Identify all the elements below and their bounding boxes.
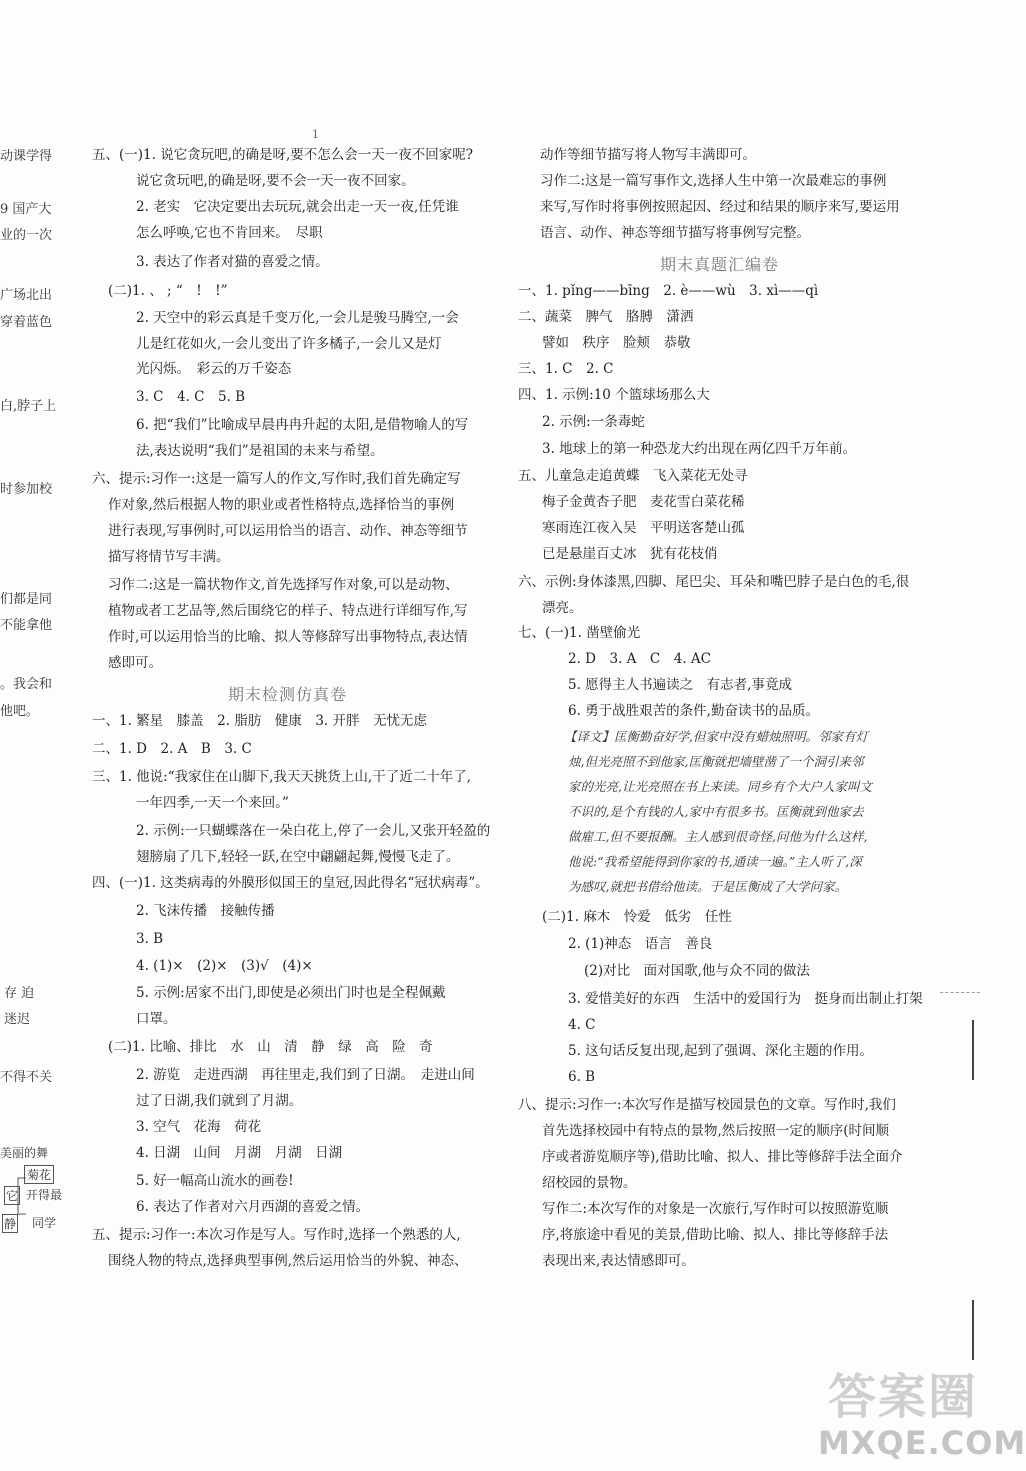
c2-line-38: 序或者游览顺序等),借助比喻、拟人、排比等修辞手法全面介 [542,1149,903,1165]
c2-line-12: 五、儿童急走追黄蝶 飞入菜花无处寻 [518,468,748,484]
c2-line-30: 2. (1)神态 语言 善良 [568,936,713,952]
scan-edge-line-2 [972,1300,974,1360]
c1-line-19: 感即可。 [108,655,162,671]
c2-line-31: (2)对比 面对国歌,他与众不同的做法 [584,963,810,979]
frag-11: 存 迫 [4,986,35,1001]
frag-17: 它 [4,1186,20,1205]
frag-3: 广场北出 [0,288,53,303]
c1-line-35: 过了日湖,我们就到了月湖。 [136,1093,303,1109]
c1-line-6: 2. 天空中的彩云真是千变万化,一会儿是骏马腾空,一会 [136,310,459,326]
frag-14: 美丽的舞 [0,1146,49,1160]
c2-line-40: 写作二:本次写作的对象是一次旅行,写作时可以按照游览顺 [542,1201,889,1217]
c1-line-27: 四、(一)1. 这类病毒的外膜形似国王的皇冠,因此得名“冠状病毒”。 [92,875,489,891]
c1-line-14: 进行表现,写事例时,可以运用恰当的语言、动作、神态等细节 [108,523,468,539]
c2-line-5: 一、1. pǐng——bīng 2. è——wù 3. xì——qì [518,283,819,299]
c2-line-10: 2. 示例:一条毒蛇 [542,414,645,430]
c1-line-25: 2. 示例:一只蝴蝶落在一朵白花上,停了一会儿,又张开轻盈的 [136,823,491,839]
scan-edge-mark [940,992,980,994]
c1-line-22: 二、1. D 2. A B 3. C [92,741,252,757]
frag-12: 迷迟 [4,1012,31,1027]
c2-translation-6: 为感叹,就把书借给他读。于是匡衡成了大学问家。 [568,879,847,894]
c2-line-2: 来写,写作时将事例按照起因、经过和结果的顺序来写,要运用 [540,199,900,215]
c2-line-8: 三、1. C 2. C [518,361,614,377]
c1-line-40: 五、提示:习作一:本次习作是写人。写作时,选择一个熟悉的人, [92,1227,461,1243]
c2-line-20: 5. 愿得主人书遍读之 有志者,事竟成 [568,677,792,693]
watermark-url: MXQE.COM [818,1424,1026,1462]
c2-line-9: 四、1. 示例:10 个篮球场那么大 [518,387,710,403]
c2-translation-4: 做雇工,但不要报酬。主人感到很奇怪,问他为什么这样, [568,829,868,844]
c2-line-35: 6. B [568,1069,596,1085]
c1-line-36: 3. 空气 花海 荷花 [136,1119,262,1135]
c1-line-26: 翅膀扇了几下,轻轻一跃,在空中翩翩起舞,慢慢飞走了。 [136,849,460,865]
c1-line-32: 口罩。 [136,1011,177,1027]
scan-edge-line-1 [972,1020,974,1080]
c2-line-29: (二)1. 麻木 怜爱 低劣 任性 [542,909,732,925]
c2-translation-0: 【译文】匡衡勤奋好学,但家中没有蜡烛照明。邻家有灯 [564,729,868,744]
c2-translation-3: 不识的,是个有钱的人,家中有很多书。匡衡就到他家去 [568,804,864,819]
c2-line-33: 4. C [568,1017,596,1033]
c2-line-3: 语言、动作、神态等细节描写将事例写完整。 [540,225,810,241]
frag-18: 静 [2,1214,18,1233]
frag-13: 不得不关 [0,1070,53,1085]
section-title-final-real: 期末真题汇编卷 [660,255,780,274]
frag-7: 们都是同 [0,592,53,607]
c2-line-13: 梅子金黄杏子肥 麦花雪白菜花稀 [542,494,745,510]
frag-15: 菊花 [24,1165,54,1184]
c1-line-1: 说它贪玩吧,的确是呀,要不会一天一夜不回家。 [136,173,415,189]
frag-19: 同学 [32,1216,57,1230]
c1-line-24: 一年四季,一天一个来回。” [136,795,289,811]
c2-line-18: 七、(一)1. 凿壁偷光 [518,625,641,641]
section-title-final-sim: 期末检测仿真卷 [228,685,348,704]
c2-translation-2: 家的光亮,让光亮照在书上来读。同乡有个大户人家叫文 [568,779,872,794]
c1-line-11: 法,表达说明“我们”是祖国的未来与希望。 [136,443,384,459]
frag-6: 时参加校 [0,482,53,497]
c2-translation-5: 他说:“我希望能得到你家的书,通读一遍。”主人听了,深 [568,854,862,869]
c2-line-41: 序,将旅途中看见的美景,借助比喻、拟人、排比等修辞手法 [542,1227,889,1243]
c1-line-18: 作时,可以运用恰当的比喻、拟人等修辞写出事物特点,表达情 [108,629,468,645]
c2-line-6: 二、蔬菜 脾气 胳膊 潇洒 [518,309,694,325]
c1-line-9: 3. C 4. C 5. B [136,389,246,405]
frag-1: 9 国产大 [0,202,52,217]
frag-9: 。我会和 [0,677,53,692]
c2-line-7: 譬如 秩序 脸颊 恭敬 [542,335,691,351]
c1-line-2: 2. 老实 它决定要出去玩玩,就会出走一天一夜,任凭谁 [136,199,459,215]
bracket-mark [14,1176,28,1216]
c1-line-37: 4. 日湖 山间 月湖 月湖 日湖 [136,1145,343,1161]
c2-line-32: 3. 爱惜美好的东西 生活中的爱国行为 挺身而出制止打架 [568,991,923,1007]
c1-line-16: 习作二:这是一篇状物作文,首先选择写作对象,可以是动物、 [108,577,459,593]
c1-line-12: 六、提示:习作一:这是一篇写人的作文,写作时,我们首先确定写 [92,471,461,487]
c2-line-19: 2. D 3. A C 4. AC [568,651,711,667]
c1-line-4: 3. 表达了作者对猫的喜爱之情。 [136,254,329,270]
c1-line-33: (二)1. 比喻、排比 水 山 清 静 绿 高 险 奇 [108,1039,433,1055]
watermark-text: 答案圈 [828,1369,979,1425]
c1-line-39: 6. 表达了作者对六月西湖的喜爱之情。 [136,1199,370,1215]
c2-line-17: 漂亮。 [542,600,583,616]
c2-line-21: 6. 勇于战胜艰苦的条件,勤奋读书的品质。 [568,703,819,719]
c1-line-15: 描写将情节写丰满。 [108,549,230,565]
page-mark: 1 [312,128,319,141]
c1-line-30: 4. (1)× (2)× (3)√ (4)× [136,958,313,974]
c1-line-38: 5. 好一幅高山流水的画卷! [136,1173,294,1189]
c1-line-23: 三、1. 他说:“我家住在山脚下,我天天挑货上山,干了近二十年了, [92,769,471,785]
c1-line-8: 光闪烁。 彩云的万千姿态 [136,361,292,377]
c2-line-15: 已是悬崖百丈冰 犹有花枝俏 [542,546,718,562]
c1-line-17: 植物或者工艺品等,然后围绕它的样子、特点进行详细写作,写 [108,603,468,619]
c1-line-3: 怎么呼唤,它也不肯回来。 尽职 [136,225,323,241]
c1-line-29: 3. B [136,931,164,947]
c1-line-31: 5. 示例:居家不出门,即使是必须出门时也是全程佩戴 [136,985,446,1001]
c2-line-14: 寒雨连江夜入吴 平明送客楚山孤 [542,520,745,536]
c1-line-21: 一、1. 繁星 膝盖 2. 脂肪 健康 3. 开胖 无忧无虑 [92,713,428,729]
c1-line-34: 2. 游览 走进西湖 再往里走,我们到了日湖。 走进山间 [136,1067,475,1083]
frag-5: 白,脖子上 [0,399,57,414]
c1-line-5: (二)1. 、 ; “ ! !” [108,283,228,299]
c2-translation-1: 烛,但光亮照不到他家,匡衡就把墙壁凿了一个洞引来邻 [568,754,864,769]
c2-line-36: 八、提示:习作一:本次写作是描写校园景色的文章。写作时,我们 [518,1097,896,1113]
c1-line-7: 儿是红花如火,一会儿变出了许多橘子,一会儿又是灯 [136,336,442,352]
c1-line-13: 作对象,然后根据人物的职业或者性格特点,选择恰当的事例 [108,497,455,513]
frag-8: 不能拿他 [0,618,53,633]
c2-line-11: 3. 地球上的第一种恐龙大约出现在两亿四千万年前。 [542,441,857,457]
frag-10: 他吧。 [0,704,40,719]
c2-line-39: 绍校园的景物。 [542,1175,637,1191]
frag-16: 开得最 [26,1188,63,1202]
c2-line-42: 表现出来,表达情感即可。 [542,1253,695,1269]
c1-line-10: 6. 把“我们”比喻成早晨冉冉升起的太阳,是借物喻人的写 [136,417,469,433]
c2-line-1: 习作二:这是一篇写事作文,选择人生中第一次最难忘的事例 [540,173,887,189]
c1-line-0: 五、(一)1. 说它贪玩吧,的确是呀,要不怎么会一天一夜不回家呢? [92,147,474,163]
c1-line-41: 围绕人物的特点,选择典型事例,然后运用恰当的外貌、神态、 [108,1253,468,1269]
c1-line-28: 2. 飞沫传播 接触传播 [136,903,275,919]
c2-line-37: 首先选择校园中有特点的景物,然后按照一定的顺序(时间顺 [542,1123,890,1139]
frag-4: 穿着蓝色 [0,315,53,330]
c2-line-16: 六、示例:身体漆黑,四脚、尾巴尖、耳朵和嘴巴脖子是白色的毛,很 [518,574,910,590]
frag-2: 业的一次 [0,228,53,243]
c2-line-0: 动作等细节描写将人物写丰满即可。 [540,147,756,163]
c2-line-34: 5. 这句话反复出现,起到了强调、深化主题的作用。 [568,1043,873,1059]
frag-0: 动课学得 [0,149,53,164]
